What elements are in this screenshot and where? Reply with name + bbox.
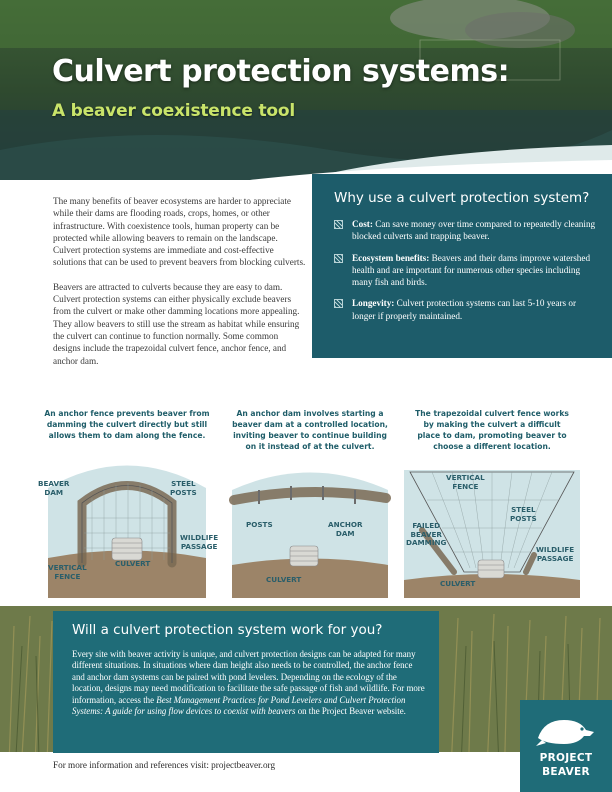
hero-banner <box>0 0 612 180</box>
label-posts: POSTS <box>246 520 273 529</box>
page-title: Culvert protection systems: <box>52 54 510 89</box>
anchor-fence-caption <box>42 408 212 441</box>
will-body-text: on the Project Beaver website. <box>295 706 406 717</box>
why-title: Why use a culvert protection system? <box>334 190 590 206</box>
intro-text <box>53 195 307 379</box>
intro-paragraph-2: Beavers are attracted to culverts because they are easy to dam. Culvert protection systems can either physically exclude beavers from the culvert or make other damming locations more appealing. They allow beavers to still use the stream as habitat while ensuring the culvert can continue to function normally. Some common designs include the trapezoidal culvert fence, anchor fence, and anchor dam. <box>53 281 300 366</box>
label-steel-posts: STEEL POSTS <box>510 505 537 523</box>
anchor-dam-diagram <box>228 408 392 598</box>
why-item-text: Beavers and their dams improve watershed health and are important for numerous other species including many fish and birds. <box>352 252 591 288</box>
label-vertical-fence: VERTICAL FENCE <box>446 473 485 491</box>
label-culvert: CULVERT <box>115 559 151 568</box>
why-item-label: Ecosystem benefits: <box>352 252 430 263</box>
label-anchor-dam: ANCHOR DAM <box>328 520 363 538</box>
hero-photo <box>0 0 612 180</box>
why-panel <box>312 174 612 358</box>
why-item-text: Can save money over time compared to repeatedly cleaning blocked culverts and trapping beaver. <box>352 219 596 242</box>
caption-line: beaver dam at a controlled location, <box>232 420 388 429</box>
caption-line: by making the culvert a difficult <box>423 420 561 429</box>
label-vertical-fence: VERTICAL FENCE <box>48 563 87 581</box>
why-item-text: Culvert protection systems can last 5-10 years or longer if properly maintained. <box>352 298 577 321</box>
will-body <box>72 649 425 717</box>
caption-line: place to dam, promoting beaver to <box>417 431 567 440</box>
caption-line: inviting beaver to continue building <box>233 431 387 440</box>
label-beaver-dam: BEAVER DAM <box>38 479 70 497</box>
caption-line: allows them to dam along the fence. <box>48 431 206 440</box>
hatched-bullet-icon <box>334 254 343 263</box>
beaver-icon <box>534 712 598 748</box>
logo-line-2: BEAVER <box>542 766 590 778</box>
why-item-label: Longevity: <box>352 298 395 309</box>
project-beaver-logo <box>520 700 612 792</box>
will-body-text: Every site with beaver activity is unique, and culvert protection designs can be adapted for many different situations. In situations where dam height also needs to be controlled, the anchor fence and anchor dam systems can be paired with pond levelers. Depending on the ecology of the location, designs may need modification to facilitate the safe passage of fish and wildlife. For more information, access the <box>72 649 425 705</box>
label-wildlife-passage: WILDLIFE PASSAGE <box>536 545 575 563</box>
anchor-dam-caption <box>228 408 392 452</box>
intro-paragraph-1: The many benefits of beaver ecosystems are harder to appreciate while their dams are flooding roads, crops, homes, or other infrastructure. With coexistence tools, human property can be protected while allowing beavers to remain on the landscape. Culvert protection systems are immediate and cost-effective solutions that can be used to prevent beavers from blocking culverts. <box>53 196 306 268</box>
label-steel-posts: STEEL POSTS <box>170 479 197 497</box>
label-wildlife-passage: WILDLIFE PASSAGE <box>180 533 219 551</box>
will-title: Will a culvert protection system work for you? <box>72 622 383 638</box>
logo-line-1: PROJECT <box>539 752 593 764</box>
page-subtitle: A beaver coexistence tool <box>52 101 295 121</box>
why-item-cost <box>334 218 598 243</box>
hatched-bullet-icon <box>334 299 343 308</box>
caption-line: damming the culvert directly but still <box>46 420 208 429</box>
why-item-label: Cost: <box>352 219 373 229</box>
label-failed-beaver-damming: FAILED BEAVER DAMMING <box>406 521 447 547</box>
trapezoidal-caption <box>402 408 582 452</box>
caption-line: An anchor fence prevents beaver from <box>44 409 210 418</box>
why-item-longevity <box>334 297 598 322</box>
will-panel <box>53 611 439 753</box>
anchor-fence-diagram <box>38 408 219 598</box>
caption-line: The trapezoidal culvert fence works <box>415 409 569 418</box>
trapezoidal-fence-diagram <box>402 408 582 598</box>
label-culvert: CULVERT <box>266 575 302 584</box>
caption-line: An anchor dam involves starting a <box>236 409 384 418</box>
caption-line: choose a different location. <box>433 442 551 451</box>
footer-text: For more information and references visit: projectbeaver.org <box>53 760 276 770</box>
why-item-ecosystem <box>334 252 598 289</box>
will-body-guide-title: Best Management Practices for Pond Levelers and Culvert Protection Systems: A guide for using flow devices to coexist with beavers <box>72 694 406 717</box>
hatched-bullet-icon <box>334 220 343 229</box>
caption-line: on it instead of at the culvert. <box>245 442 375 451</box>
label-culvert: CULVERT <box>440 579 476 588</box>
